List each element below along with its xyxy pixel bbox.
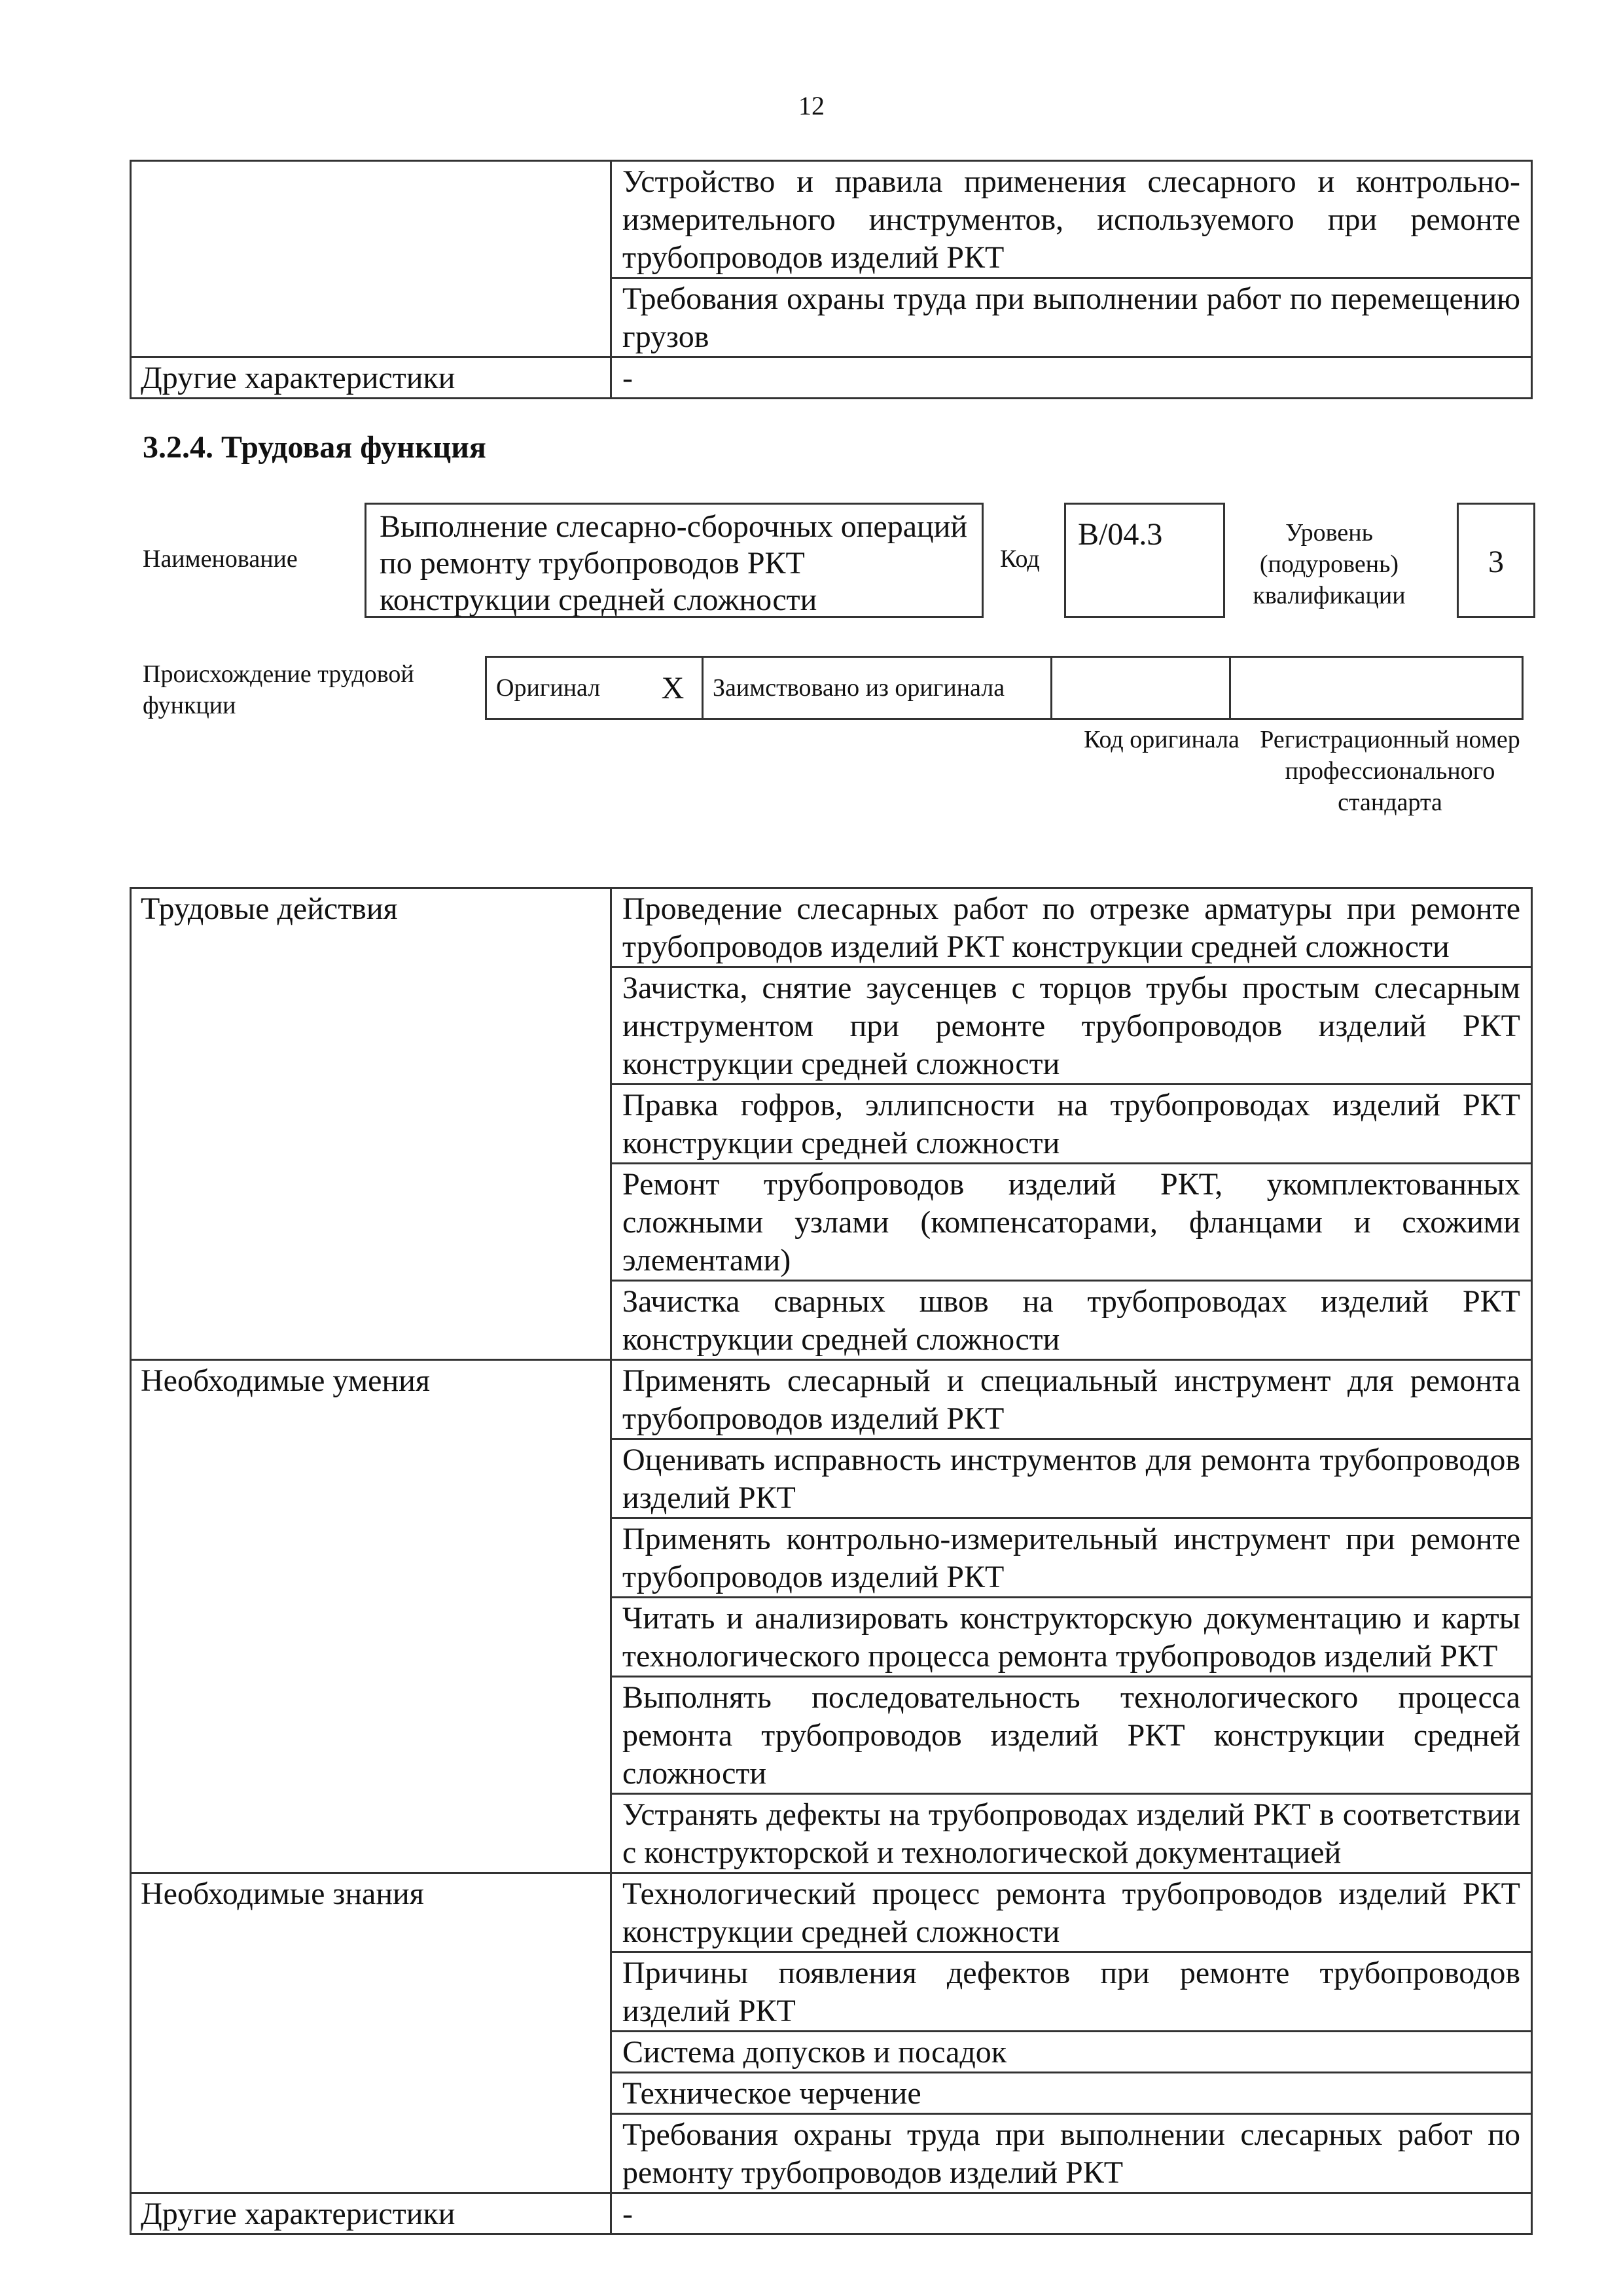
origin-code-caption: Код оригинала <box>1084 726 1240 753</box>
function-code-box: B/04.3 <box>1064 503 1225 618</box>
other-characteristics-label: Другие характеристики <box>131 357 611 399</box>
skill-item: Выполнять последовательность технологического процесса ремонта трубопроводов изделий РКТ конструкции средней сложности <box>611 1677 1532 1794</box>
table-row <box>131 1873 1532 1952</box>
labor-function-table <box>130 887 1533 2235</box>
labor-action-item: Зачистка сварных швов на трубопроводах изделий РКТ конструкции средней сложности <box>611 1281 1532 1360</box>
skill-item: Применять слесарный и специальный инструмент для ремонта трубопроводов изделий РКТ <box>611 1360 1532 1439</box>
table-row <box>131 357 1532 399</box>
labor-action-item: Зачистка, снятие заусенцев с торцов трубы простым слесарным инструментом при ремонте трубопроводов изделий РКТ конструкции средней сложности <box>611 967 1532 1085</box>
origin-code-cell <box>1052 657 1230 719</box>
section-heading: 3.2.4. Трудовая функция <box>143 430 486 465</box>
code-label: Код <box>1000 545 1040 573</box>
required-skills-label: Необходимые умения <box>131 1360 611 1873</box>
qualification-level-box: 3 <box>1457 503 1535 618</box>
required-knowledge-label: Необходимые знания <box>131 1873 611 2193</box>
labor-action-item: Ремонт трубопроводов изделий РКТ, укомплектованных сложными узлами (компенсаторами, фланцами и схожими элементами) <box>611 1164 1532 1281</box>
knowledge-item: Требования охраны труда при выполнении слесарных работ по ремонту трубопроводов изделий РКТ <box>611 2114 1532 2193</box>
skill-item: Оценивать исправность инструментов для ремонта трубопроводов изделий РКТ <box>611 1439 1532 1518</box>
table-row <box>131 888 1532 967</box>
other-characteristics-label: Другие характеристики <box>131 2193 611 2234</box>
labor-action-item: Правка гофров, эллипсности на трубопроводах изделий РКТ конструкции средней сложности <box>611 1085 1532 1164</box>
knowledge-item: Причины появления дефектов при ремонте трубопроводов изделий РКТ <box>611 1952 1532 2032</box>
continued-requirements-table <box>130 160 1533 399</box>
origin-borrowed-label: Заимствовано из оригинала <box>703 657 1052 719</box>
other-characteristics-value: - <box>611 357 1532 399</box>
origin-table <box>485 656 1524 720</box>
origin-label: Происхождение трудовой функции <box>143 660 414 719</box>
skill-item: Устранять дефекты на трубопроводах изделий РКТ в соответствии с конструкторской и технологической документацией <box>611 1794 1532 1873</box>
labor-actions-label: Трудовые действия <box>131 888 611 1360</box>
qualification-level-label: Уровень (подуровень) квалификации <box>1253 519 1406 609</box>
knowledge-item: Технологический процесс ремонта трубопроводов изделий РКТ конструкции средней сложности <box>611 1873 1532 1952</box>
function-name-box: Выполнение слесарно-сборочных операций по ремонту трубопроводов РКТ конструкции средней сложности <box>365 503 984 618</box>
origin-original-mark: X <box>644 657 703 719</box>
origin-reg-number-cell <box>1230 657 1523 719</box>
other-characteristics-value: - <box>611 2193 1532 2234</box>
knowledge-item: Устройство и правила применения слесарного и контрольно-измерительного инструментов, используемого при ремонте трубопроводов изделий РКТ <box>611 161 1532 278</box>
skill-item: Применять контрольно-измерительный инструмент при ремонте трубопроводов изделий РКТ <box>611 1518 1532 1598</box>
table-row <box>131 2193 1532 2234</box>
labor-action-item: Проведение слесарных работ по отрезке арматуры при ремонте трубопроводов изделий РКТ конструкции средней сложности <box>611 888 1532 967</box>
knowledge-item: Техническое черчение <box>611 2073 1532 2114</box>
table-row <box>486 657 1523 719</box>
name-label: Наименование <box>143 545 298 573</box>
page-number: 12 <box>798 91 825 120</box>
table-row <box>131 1360 1532 1439</box>
origin-original-label: Оригинал <box>486 657 645 719</box>
origin-reg-caption: Регистрационный номер профессионального стандарта <box>1260 726 1520 816</box>
knowledge-item: Требования охраны труда при выполнении работ по перемещению грузов <box>611 278 1532 357</box>
empty-label-cell <box>131 161 611 357</box>
skill-item: Читать и анализировать конструкторскую документацию и карты технологического процесса ремонта трубопроводов изделий РКТ <box>611 1598 1532 1677</box>
knowledge-item: Система допусков и посадок <box>611 2032 1532 2073</box>
table-row <box>131 161 1532 278</box>
